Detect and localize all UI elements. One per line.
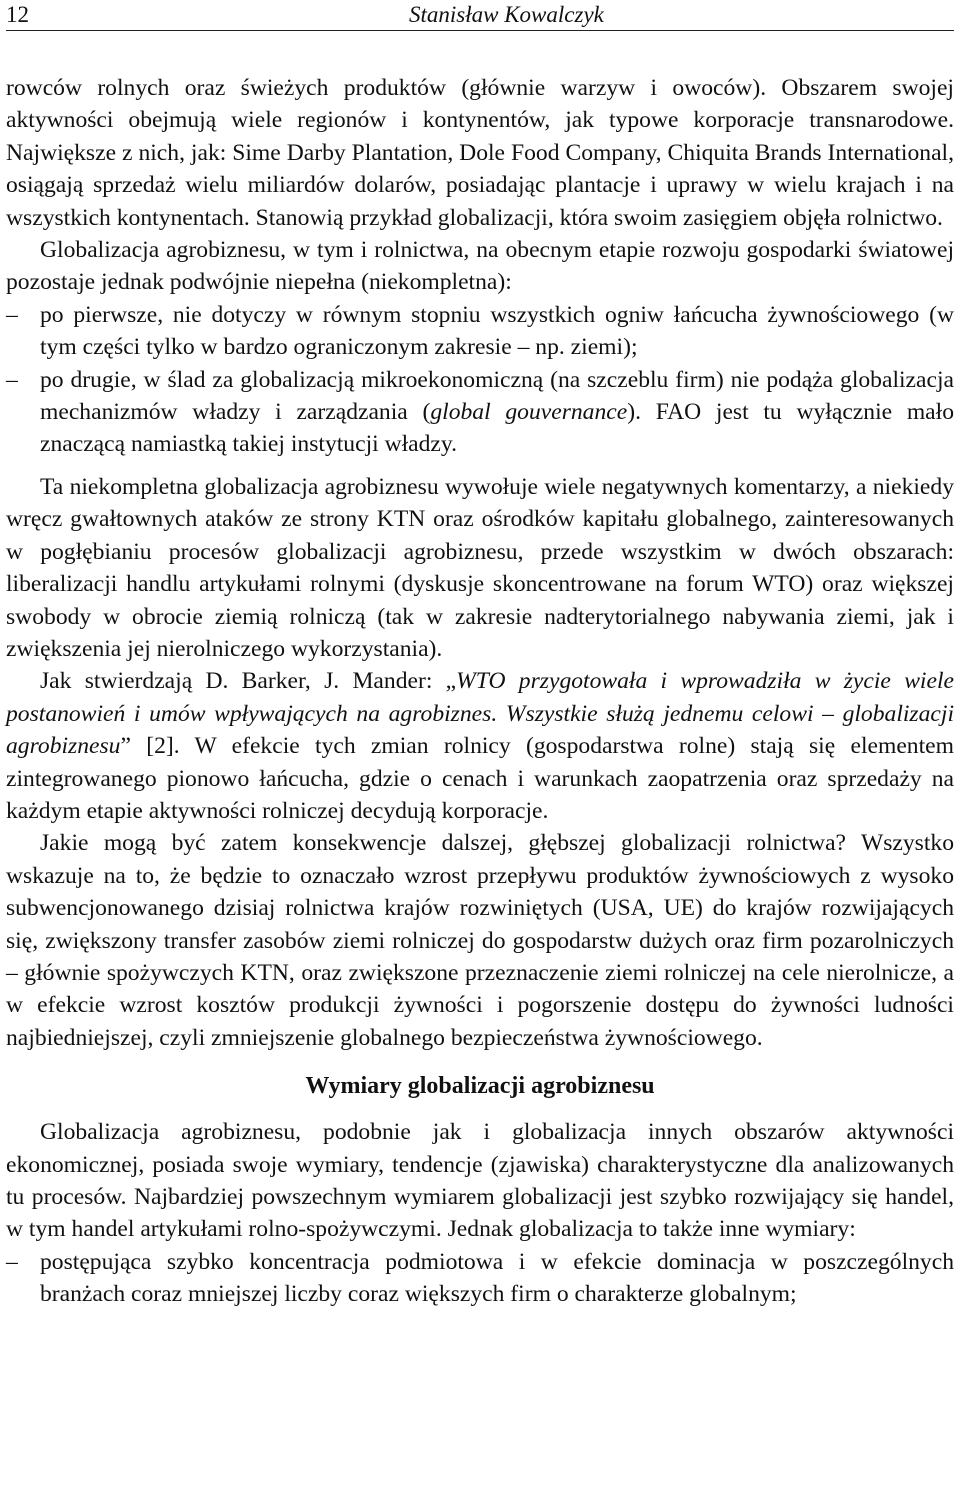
paragraph-5: Jakie mogą być zatem konsekwencje dalszej, głębszej globalizacji rolnictwa? Wszystko wskazuje na to, że będzie to oznaczało wzrost przepływu produktów żywnościowych z wysoko subwencjonowanego dzisiaj rolnictwa krajów rozwiniętych (USA, UE) do krajów rozwijających się, zwiększony transfer zasobów ziemi rolniczej do gospodarstw dużych oraz firm pozarolniczych – głównie spożywczych KTN, oraz zwiększone przeznaczenie ziemi rolniczej na cele nierolnicze, a w efekcie wzrost kosztów produkcji żywności i pogorszenie dostępu do żywności ludności najbiedniejszej, czyli zmniejszenie globalnego bezpieczeństwa żywnościowego. bbox=[6, 830, 954, 1051]
dash-marker: – bbox=[6, 1248, 18, 1275]
paragraph-2: Globalizacja agrobiznesu, w tym i rolnictwa, na obecnym etapie rozwoju gospodarki światowej pozostaje jednak podwójnie niepełna (niekompletna): bbox=[6, 237, 954, 296]
running-title: Stanisław Kowalczyk bbox=[409, 2, 604, 27]
list-item-2-text-start: po drugie, w ślad za globalizacją mikroekonomiczną (na szczeblu firm) nie podąża globalizacja mechanizmów władzy i zarządzania ( bbox=[40, 366, 954, 426]
section-heading: Wymiary globalizacji agrobiznesu bbox=[305, 1073, 655, 1100]
dash-marker: – bbox=[6, 366, 18, 393]
list-item-3-text: postępująca szybko koncentracja podmiotowa i w efekcie dominacja w poszczególnych branżach coraz mniejszej liczby coraz większych firm o charakterze globalnym; bbox=[40, 1248, 954, 1308]
list-item-2-text bbox=[40, 364, 954, 461]
paragraph-4-start: Jak stwierdzają D. Barker, J. Mander: „ bbox=[40, 668, 457, 695]
list-item-3 bbox=[6, 1246, 954, 1311]
paragraph-1: rowców rolnych oraz świeżych produktów (głównie warzyw i owoców). Obszarem swojej aktywności obejmują wiele regionów i kontynentów, jak typowe korporacje transnarodowe. Największe z nich, jak: Sime Darby Plantation, Dole Food Company, Chiquita Brands International, osiągają sprzedaż wielu miliardów dolarów, posiadając plantacje i uprawy w wielu krajach i na wszystkich kontynentach. Stanowią przykład globalizacji, która swoim zasięgiem objęła rolnictwo. bbox=[6, 75, 954, 231]
page-body bbox=[6, 72, 954, 1311]
paragraph-4 bbox=[6, 665, 954, 827]
list-item-1 bbox=[6, 299, 954, 364]
paragraph-4-end: ” [2]. W efekcie tych zmian rolnicy (gospodarstwa rolne) stają się elementem zintegrowanego pionowo łańcucha, gdzie o cenach i warunkach zaopatrzenia oraz sprzedaży na każdym etapie aktywności rolniczej decydują korporacje. bbox=[6, 733, 954, 824]
list-item-2 bbox=[6, 364, 954, 461]
quotation: WTO przygotowała i wprowadziła w życie wiele postanowień i umów wpływających na agrobiznes. Wszystkie służą jednemu celowi – globalizacji agrobiznesu bbox=[6, 668, 954, 760]
dash-marker: – bbox=[6, 301, 18, 328]
page-number: 12 bbox=[6, 2, 29, 27]
list-item-1-text: po pierwsze, nie dotyczy w równym stopniu wszystkich ogniw łańcucha żywnościowego (w tym części tylko w bardzo ograniczonym zakresie – np. ziemi); bbox=[40, 301, 954, 361]
page-header bbox=[6, 0, 954, 31]
list-item-2-text-end: ). FAO jest tu wyłącznie mało znaczącą namiastką takiej instytucji władzy. bbox=[40, 399, 954, 458]
paragraph-3: Ta niekompletna globalizacja agrobiznesu wywołuje wiele negatywnych komentarzy, a niekiedy wręcz gwałtownych ataków ze strony KTN oraz ośrodków kapitału globalnego, zainteresowanych w pogłębianiu procesów globalizacji agrobiznesu, przede wszystkim w dwóch obszarach: liberalizacji handlu artykułami rolnymi (dyskusje skoncentrowane na forum WTO) oraz większej swobody w obrocie ziemią rolniczą (tak w zakresie nadterytorialnego nabywania ziemi, jak i zwiększenia jej nierolniczego wykorzystania). bbox=[6, 473, 954, 662]
paragraph-6: Globalizacja agrobiznesu, podobnie jak i globalizacja innych obszarów aktywności ekonomicznej, posiada swoje wymiary, tendencje (zjawiska) charakterystyczne dla analizowanych tu procesów. Najbardziej powszechnym wymiarem globalizacji jest szybko rozwijający się handel, w tym handel artykułami rolno-spożywczymi. Jednak globalizacja to także inne wymiary: bbox=[6, 1119, 954, 1243]
list-item-2-emphasis: global gouvernance bbox=[430, 399, 628, 426]
